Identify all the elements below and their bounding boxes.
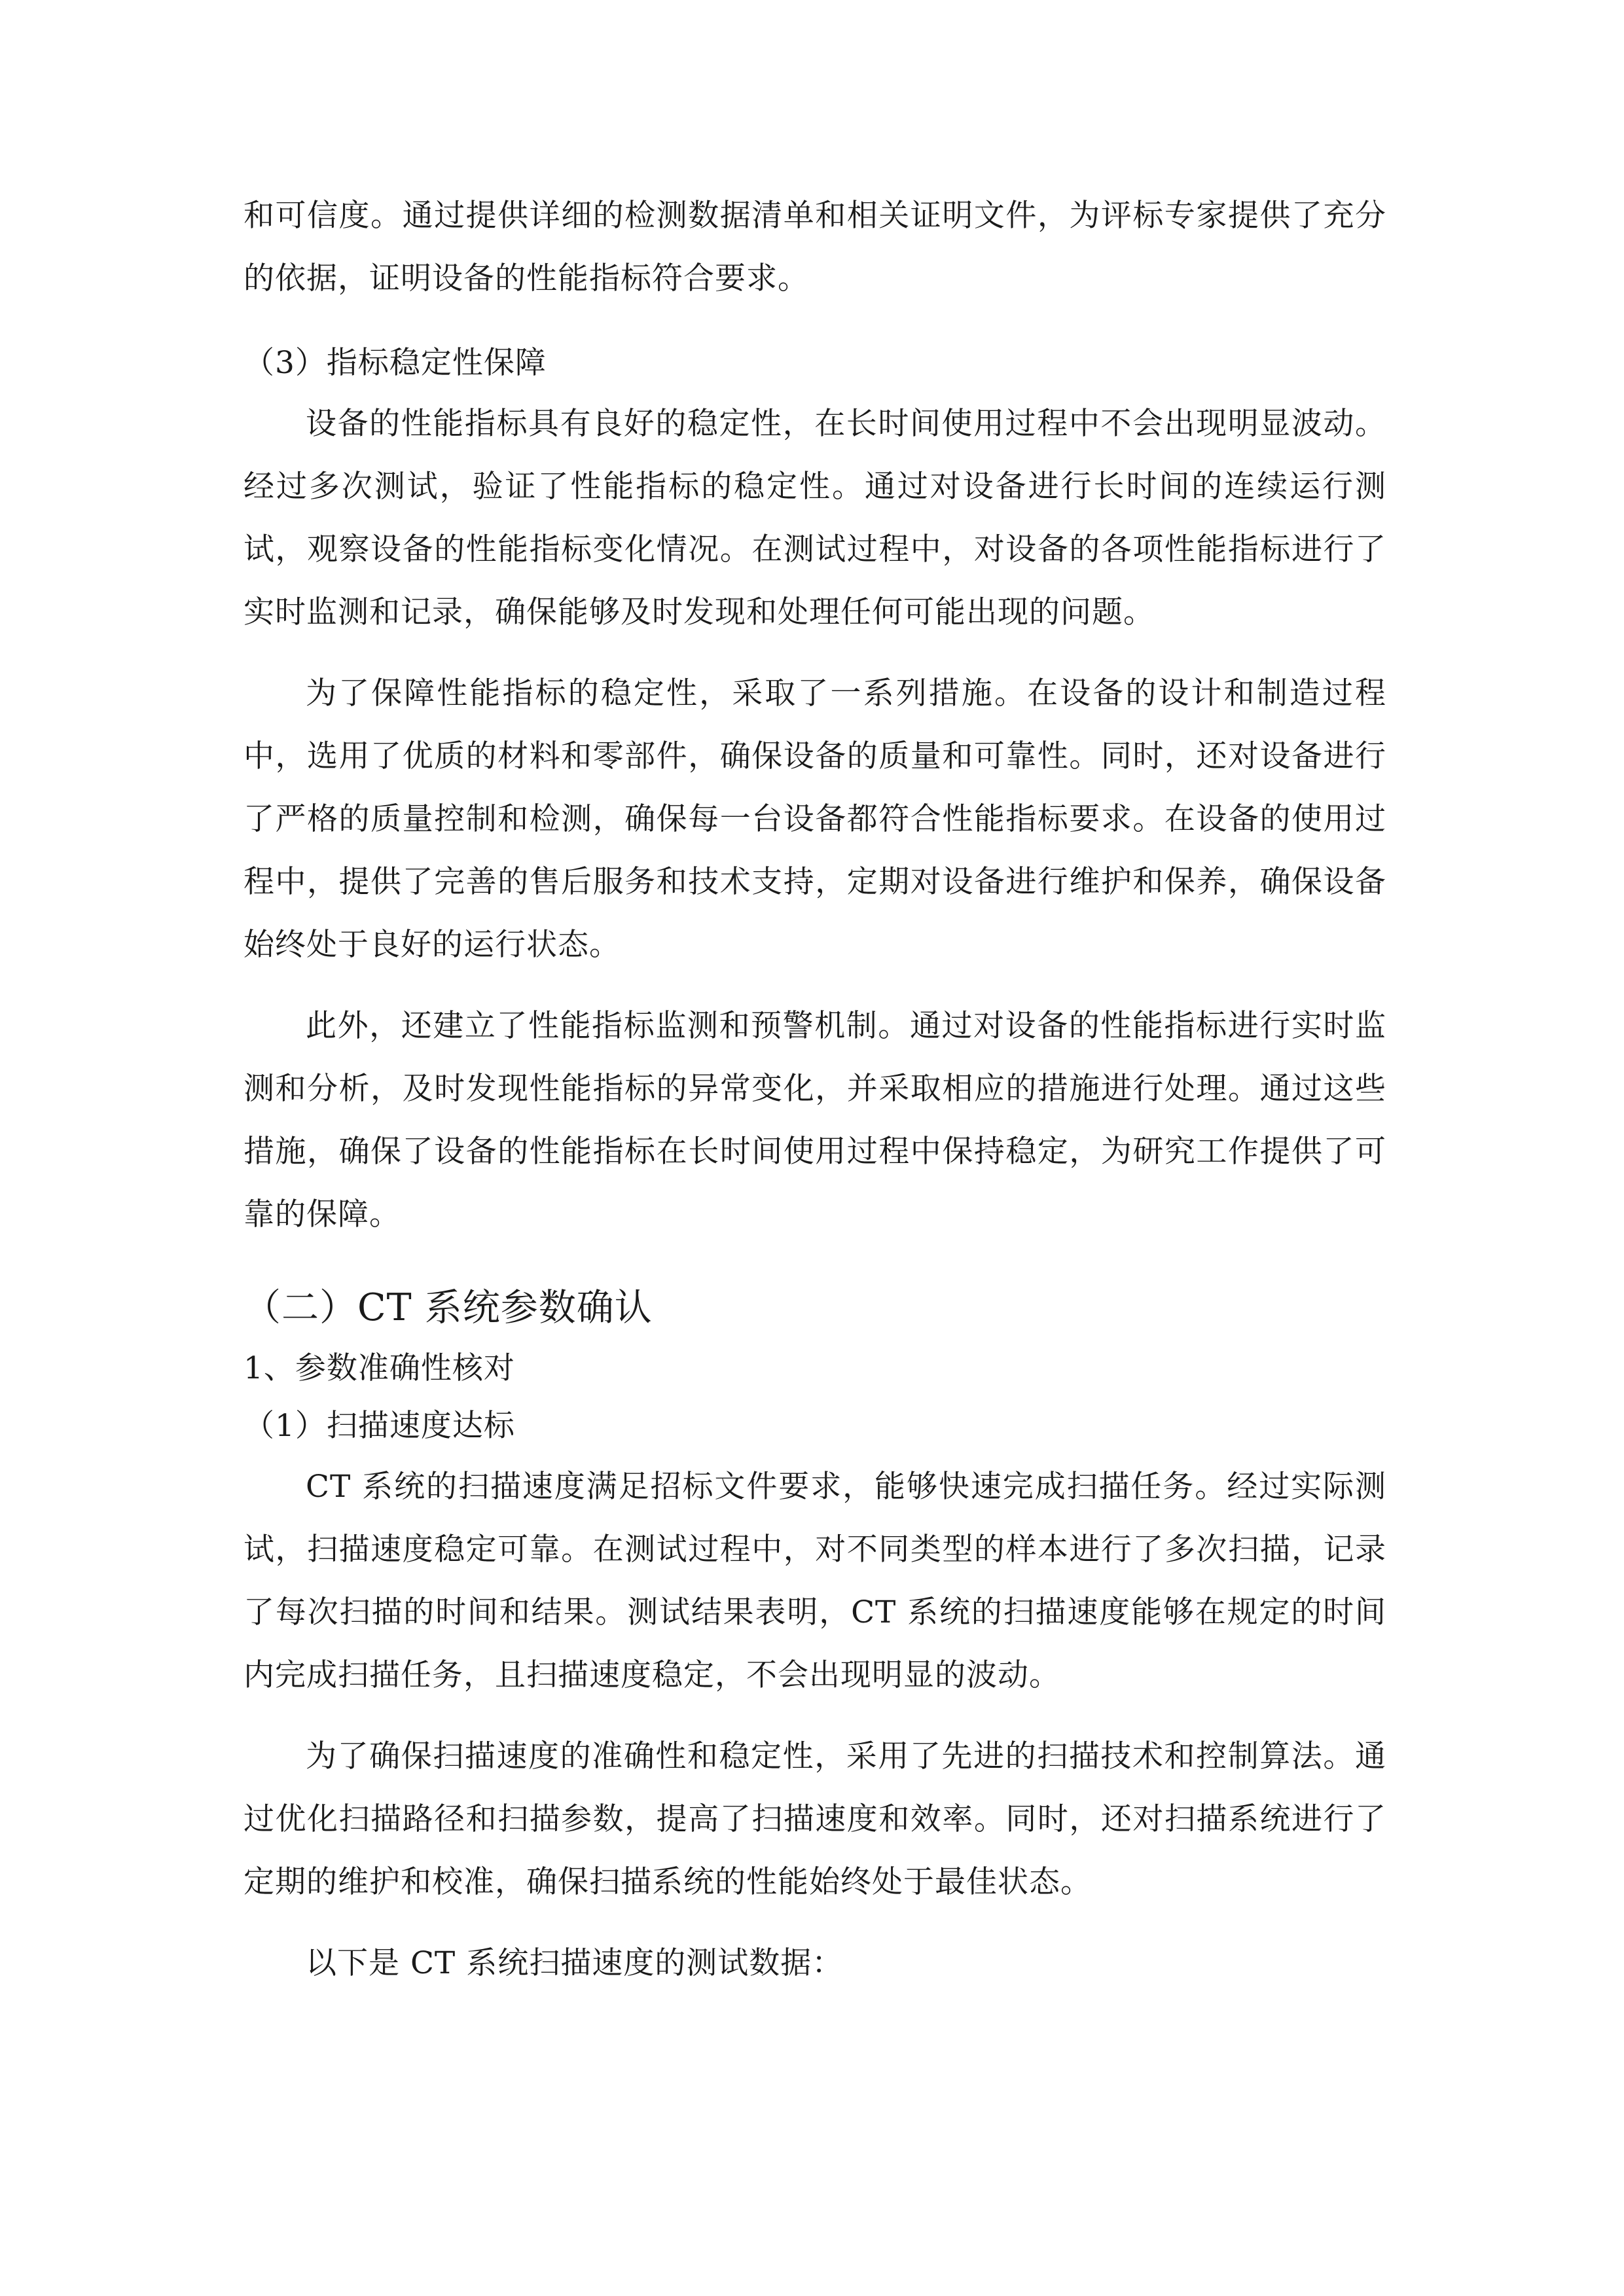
ct-subheading: 1、参数准确性核对 — [244, 1350, 515, 1386]
intro-paragraph: 和可信度。通过提供详细的检测数据清单和相关证明文件，为评标专家提供了充分的依据，证明设备的性能指标符合要求。 — [244, 198, 1386, 296]
ct-paragraph-2: 为了确保扫描速度的准确性和稳定性，采用了先进的扫描技术和控制算法。通过优化扫描路径和扫描参数，提高了扫描速度和效率。同时，还对扫描系统进行了定期的维护和校准，确保扫描系统的性能始终处于最佳状态。 — [244, 1738, 1386, 1900]
ct-paragraph-3: 以下是 CT 系统扫描速度的测试数据： — [306, 1945, 844, 1981]
section-3-paragraph-1: 设备的性能指标具有良好的稳定性，在长时间使用过程中不会出现明显波动。经过多次测试，验证了性能指标的稳定性。通过对设备进行长时间的连续运行测试，观察设备的性能指标变化情况。在测试过程中，对设备的各项性能指标进行了实时监测和记录，确保能够及时发现和处理任何可能出现的问题。 — [244, 406, 1386, 630]
section-3-paragraph-2: 为了保障性能指标的稳定性，采取了一系列措施。在设备的设计和制造过程中，选用了优质的材料和零部件，确保设备的质量和可靠性。同时，还对设备进行了严格的质量控制和检测，确保每一台设备都符合性能指标要求。在设备的使用过程中，提供了完善的售后服务和技术支持，定期对设备进行维护和保养，确保设备始终处于良好的运行状态。 — [244, 675, 1386, 963]
ct-paragraph-1: CT 系统的扫描速度满足招标文件要求，能够快速完成扫描任务。经过实际测试，扫描速度稳定可靠。在测试过程中，对不同类型的样本进行了多次扫描，记录了每次扫描的时间和结果。测试结果表明，CT 系统的扫描速度能够在规定的时间内完成扫描任务，且扫描速度稳定，不会出现明显的波动。 — [244, 1469, 1386, 1693]
section-3-paragraph-3: 此外，还建立了性能指标监测和预警机制。通过对设备的性能指标进行实时监测和分析，及时发现性能指标的异常变化，并采取相应的措施进行处理。通过这些措施，确保了设备的性能指标在长时间使用过程中保持稳定，为研究工作提供了可靠的保障。 — [244, 1008, 1386, 1232]
page-content — [244, 185, 1386, 1995]
section-3-heading: （3）指标稳定性保障 — [244, 345, 547, 381]
ct-sub-subheading: （1）扫描速度达标 — [244, 1408, 515, 1444]
ct-section-heading: （二）CT 系统参数确认 — [244, 1286, 653, 1329]
